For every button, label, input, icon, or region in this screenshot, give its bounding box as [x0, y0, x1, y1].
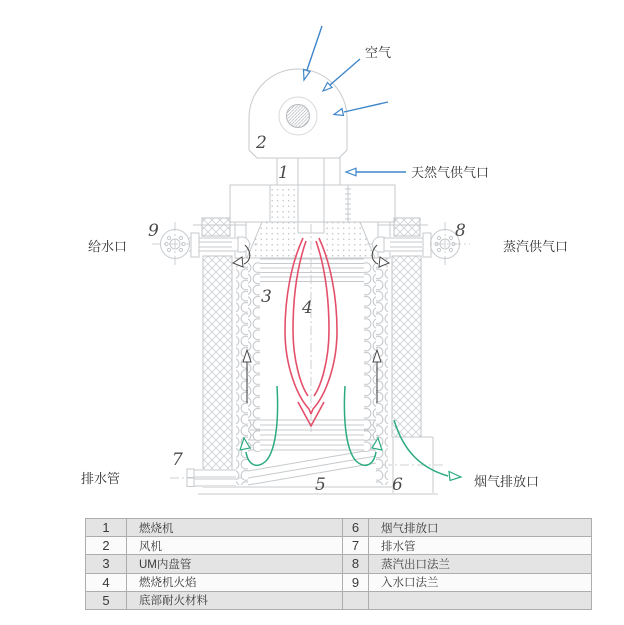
- table-row: [86, 537, 592, 555]
- right-wall: [392, 256, 421, 437]
- callout-9: 9: [148, 221, 159, 241]
- legend-num: 1: [86, 519, 127, 537]
- callout-4: 4: [302, 298, 313, 318]
- legend-label: 燃烧机: [127, 519, 343, 537]
- callout-1: 1: [278, 163, 289, 183]
- label-flue-gas-outlet: 烟气排放口: [474, 474, 540, 489]
- table-row: [86, 591, 592, 609]
- legend-num: 9: [343, 573, 369, 591]
- legend-num: 7: [343, 537, 369, 555]
- legend-label: 燃烧机火焰: [127, 573, 343, 591]
- legend-label: 底部耐火材料: [127, 591, 343, 609]
- legend-label: UM内盘管: [127, 555, 343, 573]
- legend-num: 6: [343, 519, 369, 537]
- label-natural-gas-inlet: 天然气供气口: [411, 165, 490, 180]
- callout-3: 3: [261, 287, 272, 307]
- label-feed-water-inlet: 给水口: [88, 239, 128, 254]
- legend-num: 4: [86, 573, 127, 591]
- table-row: [86, 519, 592, 537]
- legend-label: 风机: [127, 537, 343, 555]
- legend-label: 烟气排放口: [369, 519, 592, 537]
- legend-label: 蒸汽出口法兰: [369, 555, 592, 573]
- legend-num: 5: [86, 591, 127, 609]
- callout-8: 8: [455, 221, 466, 241]
- callout-2: 2: [256, 133, 267, 153]
- label-steam-supply-outlet: 蒸汽供气口: [503, 239, 569, 254]
- left-wall: [203, 256, 232, 487]
- boiler-shell-walls: [203, 256, 421, 487]
- fan-inlet-disc: [287, 105, 310, 128]
- callout-5: 5: [315, 475, 326, 495]
- legend-num: [343, 591, 369, 609]
- legend-num: 8: [343, 555, 369, 573]
- table-row: [86, 555, 592, 573]
- table-row: [86, 573, 592, 591]
- legend-table: [85, 518, 592, 610]
- label-drain-pipe: 排水管: [81, 471, 121, 486]
- callout-7: 7: [172, 450, 183, 470]
- coil-circle-columns: [236, 257, 388, 485]
- label-air: 空气: [365, 45, 392, 60]
- legend-num: 3: [86, 555, 127, 573]
- callout-6: 6: [392, 475, 403, 495]
- legend-label: [369, 591, 592, 609]
- drain-pipe: [187, 469, 236, 487]
- legend-num: 2: [86, 537, 127, 555]
- legend-label: 排水管: [369, 537, 592, 555]
- legend-label: 入水口法兰: [369, 573, 592, 591]
